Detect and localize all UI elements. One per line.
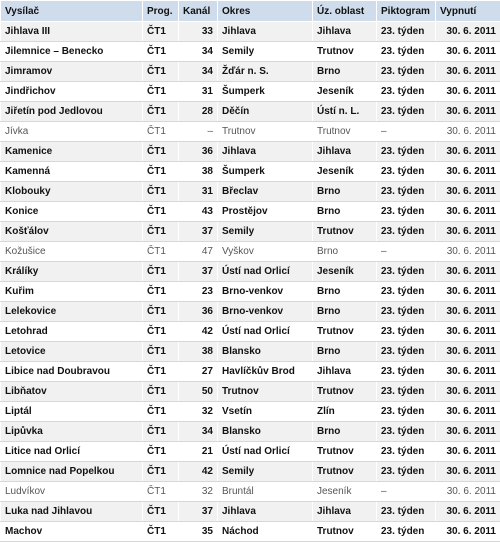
cell-kanal: 31 [179,82,218,102]
cell-okres: Bruntál [218,482,313,502]
cell-vysilac: Kožušice [1,242,143,262]
cell-okres: Semily [218,462,313,482]
cell-piktogram: 23. týden [377,322,436,342]
cell-prog: ČT1 [143,382,179,402]
table-row [1,502,500,522]
table-row [1,242,500,262]
header-vypnuti: Vypnutí [436,1,500,22]
cell-prog: ČT1 [143,302,179,322]
table-row [1,382,500,402]
cell-uz-oblast: Trutnov [313,462,377,482]
cell-vypnuti: 30. 6. 2011 [436,122,500,142]
cell-piktogram: 23. týden [377,22,436,42]
header-vysilac: Vysílač [1,1,143,22]
cell-vypnuti: 30. 6. 2011 [436,22,500,42]
cell-vysilac: Ludvíkov [1,482,143,502]
table-row [1,442,500,462]
cell-prog: ČT1 [143,462,179,482]
cell-prog: ČT1 [143,142,179,162]
cell-uz-oblast: Brno [313,62,377,82]
cell-piktogram: 23. týden [377,142,436,162]
cell-vypnuti: 30. 6. 2011 [436,242,500,262]
cell-vypnuti: 30. 6. 2011 [436,302,500,322]
cell-prog: ČT1 [143,322,179,342]
cell-uz-oblast: Ústí n. L. [313,102,377,122]
cell-vysilac: Litice nad Orlicí [1,442,143,462]
table-row [1,322,500,342]
cell-vysilac: Lomnice nad Popelkou [1,462,143,482]
cell-vysilac: Machov [1,522,143,542]
cell-vypnuti: 30. 6. 2011 [436,502,500,522]
cell-okres: Vsetín [218,402,313,422]
cell-vypnuti: 30. 6. 2011 [436,202,500,222]
table-row [1,102,500,122]
cell-okres: Havlíčkův Brod [218,362,313,382]
cell-piktogram: 23. týden [377,102,436,122]
cell-vysilac: Lelekovice [1,302,143,322]
cell-uz-oblast: Jeseník [313,162,377,182]
cell-okres: Šumperk [218,82,313,102]
cell-okres: Semily [218,42,313,62]
cell-kanal: – [179,122,218,142]
cell-vysilac: Košťálov [1,222,143,242]
cell-kanal: 33 [179,22,218,42]
cell-vypnuti: 30. 6. 2011 [436,422,500,442]
header-piktogram: Piktogram [377,1,436,22]
cell-vypnuti: 30. 6. 2011 [436,482,500,502]
cell-piktogram: 23. týden [377,502,436,522]
cell-piktogram: 23. týden [377,362,436,382]
cell-uz-oblast: Brno [313,242,377,262]
cell-kanal: 28 [179,102,218,122]
cell-piktogram: 23. týden [377,522,436,542]
table-row [1,402,500,422]
cell-kanal: 42 [179,462,218,482]
cell-piktogram: 23. týden [377,262,436,282]
cell-uz-oblast: Jihlava [313,22,377,42]
cell-kanal: 36 [179,302,218,322]
cell-kanal: 50 [179,382,218,402]
table-row [1,302,500,322]
cell-okres: Trutnov [218,382,313,402]
cell-okres: Prostějov [218,202,313,222]
cell-prog: ČT1 [143,342,179,362]
table-row [1,122,500,142]
cell-piktogram: 23. týden [377,62,436,82]
cell-vysilac: Jimramov [1,62,143,82]
cell-vysilac: Králíky [1,262,143,282]
cell-vypnuti: 30. 6. 2011 [436,442,500,462]
cell-prog: ČT1 [143,202,179,222]
cell-kanal: 31 [179,182,218,202]
cell-piktogram: 23. týden [377,402,436,422]
cell-kanal: 34 [179,422,218,442]
cell-piktogram: – [377,482,436,502]
cell-vysilac: Jilemnice – Benecko [1,42,143,62]
cell-piktogram: 23. týden [377,422,436,442]
table-row [1,222,500,242]
cell-uz-oblast: Brno [313,302,377,322]
cell-piktogram: 23. týden [377,302,436,322]
cell-piktogram: 23. týden [377,182,436,202]
cell-kanal: 47 [179,242,218,262]
cell-prog: ČT1 [143,82,179,102]
cell-vypnuti: 30. 6. 2011 [436,342,500,362]
table-row [1,82,500,102]
cell-okres: Šumperk [218,162,313,182]
cell-prog: ČT1 [143,402,179,422]
cell-uz-oblast: Jihlava [313,502,377,522]
cell-uz-oblast: Jihlava [313,142,377,162]
cell-okres: Ústí nad Orlicí [218,322,313,342]
table-row [1,462,500,482]
cell-vysilac: Jívka [1,122,143,142]
cell-vypnuti: 30. 6. 2011 [436,522,500,542]
cell-prog: ČT1 [143,22,179,42]
table-row [1,142,500,162]
cell-vypnuti: 30. 6. 2011 [436,322,500,342]
cell-uz-oblast: Brno [313,282,377,302]
cell-uz-oblast: Brno [313,342,377,362]
cell-prog: ČT1 [143,262,179,282]
table-row [1,282,500,302]
cell-vysilac: Lipůvka [1,422,143,442]
table-header-row [1,1,500,22]
cell-okres: Vyškov [218,242,313,262]
cell-vypnuti: 30. 6. 2011 [436,42,500,62]
cell-vysilac: Jihlava III [1,22,143,42]
cell-kanal: 35 [179,522,218,542]
cell-vypnuti: 30. 6. 2011 [436,402,500,422]
cell-okres: Ústí nad Orlicí [218,262,313,282]
cell-piktogram: 23. týden [377,162,436,182]
cell-kanal: 36 [179,142,218,162]
table-row [1,22,500,42]
cell-vypnuti: 30. 6. 2011 [436,102,500,122]
cell-kanal: 37 [179,502,218,522]
cell-vypnuti: 30. 6. 2011 [436,182,500,202]
header-okres: Okres [218,1,313,22]
cell-vypnuti: 30. 6. 2011 [436,282,500,302]
cell-uz-oblast: Brno [313,202,377,222]
table-row [1,422,500,442]
table-row [1,62,500,82]
cell-piktogram: 23. týden [377,382,436,402]
cell-vysilac: Klobouky [1,182,143,202]
table-row [1,262,500,282]
cell-vysilac: Kamenná [1,162,143,182]
cell-vypnuti: 30. 6. 2011 [436,362,500,382]
cell-piktogram: 23. týden [377,222,436,242]
table-row [1,342,500,362]
cell-piktogram: 23. týden [377,282,436,302]
cell-okres: Blansko [218,342,313,362]
cell-okres: Blansko [218,422,313,442]
cell-vypnuti: 30. 6. 2011 [436,222,500,242]
table-body [1,22,500,542]
cell-kanal: 37 [179,222,218,242]
cell-kanal: 34 [179,62,218,82]
cell-kanal: 23 [179,282,218,302]
cell-vysilac: Jiřetín pod Jedlovou [1,102,143,122]
cell-kanal: 34 [179,42,218,62]
cell-uz-oblast: Trutnov [313,442,377,462]
cell-vysilac: Kamenice [1,142,143,162]
cell-vysilac: Jindřichov [1,82,143,102]
cell-prog: ČT1 [143,182,179,202]
cell-piktogram: 23. týden [377,82,436,102]
cell-kanal: 42 [179,322,218,342]
cell-vysilac: Konice [1,202,143,222]
cell-vysilac: Libice nad Doubravou [1,362,143,382]
cell-kanal: 43 [179,202,218,222]
cell-okres: Ústí nad Orlicí [218,442,313,462]
cell-uz-oblast: Trutnov [313,322,377,342]
cell-vypnuti: 30. 6. 2011 [436,142,500,162]
cell-okres: Břeclav [218,182,313,202]
cell-vypnuti: 30. 6. 2011 [436,462,500,482]
cell-kanal: 37 [179,262,218,282]
cell-prog: ČT1 [143,282,179,302]
table-row [1,182,500,202]
cell-okres: Jihlava [218,142,313,162]
cell-piktogram: 23. týden [377,42,436,62]
cell-piktogram: 23. týden [377,442,436,462]
cell-vysilac: Libňatov [1,382,143,402]
cell-uz-oblast: Brno [313,422,377,442]
header-uz-oblast: Úz. oblast [313,1,377,22]
cell-vysilac: Luka nad Jihlavou [1,502,143,522]
cell-okres: Brno-venkov [218,282,313,302]
cell-piktogram: 23. týden [377,202,436,222]
table-row [1,202,500,222]
cell-okres: Jihlava [218,502,313,522]
cell-piktogram: – [377,122,436,142]
cell-uz-oblast: Trutnov [313,42,377,62]
cell-kanal: 21 [179,442,218,462]
cell-okres: Semily [218,222,313,242]
table-row [1,522,500,542]
cell-prog: ČT1 [143,362,179,382]
header-prog: Prog. [143,1,179,22]
cell-vypnuti: 30. 6. 2011 [436,82,500,102]
cell-kanal: 38 [179,162,218,182]
header-kanal: Kanál [179,1,218,22]
cell-uz-oblast: Brno [313,182,377,202]
table-row [1,42,500,62]
cell-prog: ČT1 [143,522,179,542]
cell-uz-oblast: Jeseník [313,82,377,102]
cell-piktogram: 23. týden [377,342,436,362]
cell-vysilac: Kuřim [1,282,143,302]
cell-uz-oblast: Trutnov [313,382,377,402]
cell-kanal: 32 [179,482,218,502]
cell-uz-oblast: Jeseník [313,482,377,502]
cell-uz-oblast: Trutnov [313,222,377,242]
table-row [1,362,500,382]
cell-prog: ČT1 [143,502,179,522]
cell-vysilac: Letovice [1,342,143,362]
table-row [1,482,500,502]
cell-vypnuti: 30. 6. 2011 [436,382,500,402]
cell-prog: ČT1 [143,482,179,502]
cell-vysilac: Liptál [1,402,143,422]
cell-okres: Trutnov [218,122,313,142]
cell-vypnuti: 30. 6. 2011 [436,262,500,282]
cell-prog: ČT1 [143,42,179,62]
cell-prog: ČT1 [143,62,179,82]
cell-okres: Brno-venkov [218,302,313,322]
cell-vypnuti: 30. 6. 2011 [436,62,500,82]
cell-okres: Náchod [218,522,313,542]
cell-okres: Děčín [218,102,313,122]
cell-vysilac: Letohrad [1,322,143,342]
cell-prog: ČT1 [143,122,179,142]
cell-vypnuti: 30. 6. 2011 [436,162,500,182]
cell-kanal: 32 [179,402,218,422]
cell-uz-oblast: Trutnov [313,522,377,542]
table-row [1,162,500,182]
cell-uz-oblast: Jeseník [313,262,377,282]
cell-prog: ČT1 [143,422,179,442]
cell-okres: Žďár n. S. [218,62,313,82]
cell-prog: ČT1 [143,242,179,262]
cell-prog: ČT1 [143,222,179,242]
cell-uz-oblast: Zlín [313,402,377,422]
cell-uz-oblast: Trutnov [313,122,377,142]
cell-prog: ČT1 [143,162,179,182]
cell-okres: Jihlava [218,22,313,42]
cell-kanal: 27 [179,362,218,382]
cell-prog: ČT1 [143,442,179,462]
cell-kanal: 38 [179,342,218,362]
cell-piktogram: – [377,242,436,262]
cell-prog: ČT1 [143,102,179,122]
cell-piktogram: 23. týden [377,462,436,482]
cell-uz-oblast: Jihlava [313,362,377,382]
